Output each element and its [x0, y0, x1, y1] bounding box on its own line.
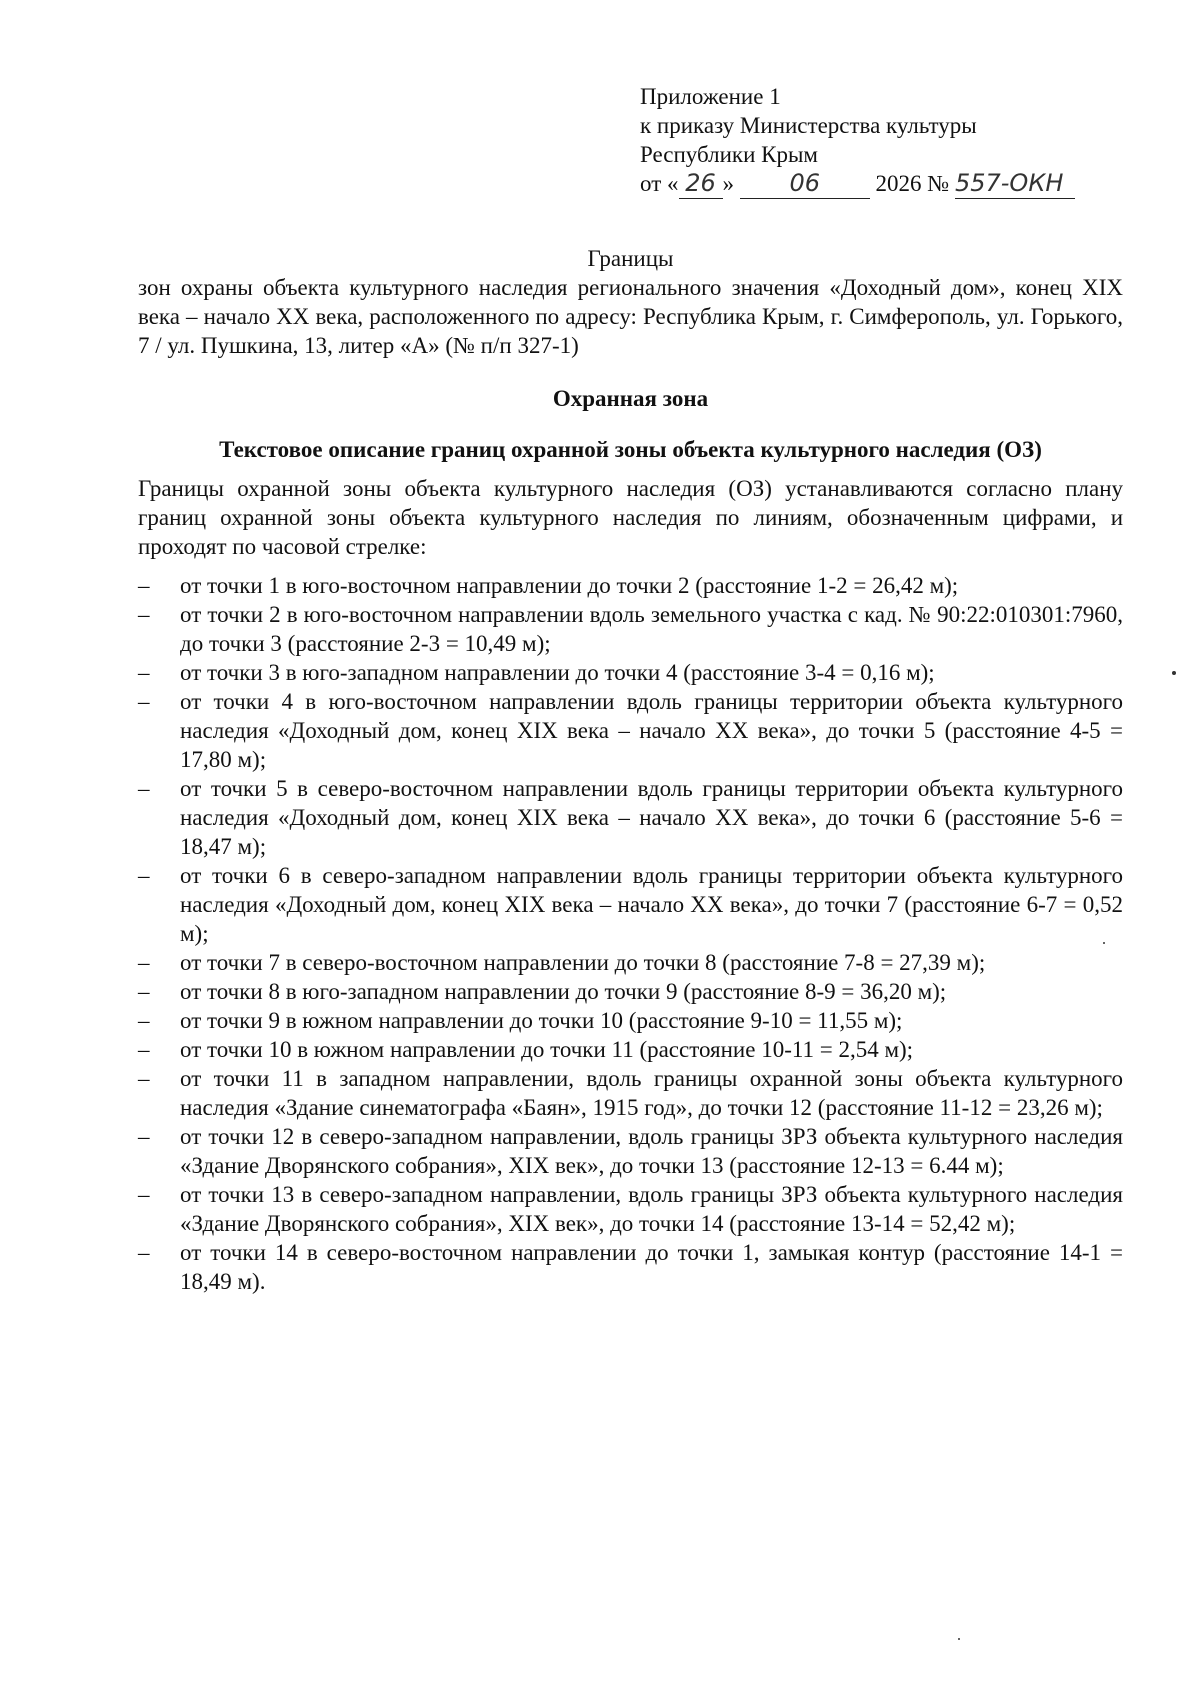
- list-item-text: от точки 9 в южном направлении до точки 10 (расстояние 9-10 = 11,55 м);: [180, 1008, 903, 1033]
- handwritten-day: 26: [679, 169, 723, 199]
- list-item-text: от точки 14 в северо-восточном направлении до точки 1, замыкая контур (расстояние 14-1 = 18,49 м).: [180, 1240, 1123, 1294]
- document-subtitle: зон охраны объекта культурного наследия регионального значения «Доходный дом», конец XIX века – начало XX века, расположенного по адресу: Республика Крым, г. Симферополь, ул. Горького, 7 / ул. Пушкина, 13, литер «А» (№ п/п 327-1): [138, 275, 1123, 358]
- appendix-label: Приложение 1: [640, 84, 781, 109]
- list-item: [138, 1238, 1123, 1296]
- appendix-header: [640, 82, 1160, 199]
- dash-bullet: –: [138, 573, 150, 598]
- dash-bullet: –: [138, 1240, 150, 1265]
- list-item-text: от точки 1 в юго-восточном направлении до точки 2 (расстояние 1-2 = 26,42 м);: [180, 573, 959, 598]
- handwritten-month: 06: [740, 169, 870, 199]
- boundary-list: [138, 571, 1123, 1296]
- list-item: [138, 774, 1123, 861]
- list-item: [138, 571, 1123, 600]
- handwritten-order-number: 557-ОКН: [955, 169, 1075, 199]
- list-item-text: от точки 8 в юго-западном направлении до точки 9 (расстояние 8-9 = 36,20 м);: [180, 979, 947, 1004]
- list-item: [138, 977, 1123, 1006]
- list-item: [138, 1122, 1123, 1180]
- list-item: [138, 1006, 1123, 1035]
- list-item-text: от точки 6 в северо-западном направлении вдоль границы территории объекта культурного наследия «Доходный дом, конец XIX века – начало XX века», до точки 7 (расстояние 6-7 = 0,52 м);: [180, 863, 1123, 946]
- document-heading: Границы: [587, 246, 674, 271]
- dash-bullet: –: [138, 602, 150, 627]
- scan-speck: [1103, 942, 1105, 944]
- dash-bullet: –: [138, 689, 150, 714]
- section-title: Охранная зона: [552, 386, 709, 411]
- dash-bullet: –: [138, 1124, 150, 1149]
- document-body: [138, 244, 1123, 1296]
- scan-speck: [1172, 671, 1176, 675]
- dash-bullet: –: [138, 1037, 150, 1062]
- list-item: [138, 1180, 1123, 1238]
- dash-bullet: –: [138, 1008, 150, 1033]
- order-date-line: [640, 169, 1160, 199]
- dash-bullet: –: [138, 950, 150, 975]
- dash-bullet: –: [138, 776, 150, 801]
- list-item-text: от точки 13 в северо-западном направлении, вдоль границы ЗРЗ объекта культурного наследия «Здание Дворянского собрания», XIX век», до точки 14 (расстояние 13-14 = 52,42 м);: [180, 1182, 1123, 1236]
- list-item-text: от точки 3 в юго-западном направлении до точки 4 (расстояние 3-4 = 0,16 м);: [180, 660, 935, 685]
- list-item: [138, 658, 1123, 687]
- date-prefix: от «: [640, 171, 679, 196]
- description-title: Текстовое описание границ охранной зоны объекта культурного наследия (ОЗ): [219, 437, 1042, 462]
- date-close-quote: »: [722, 171, 734, 196]
- order-reference: к приказу Министерства культуры: [640, 113, 977, 138]
- list-item-text: от точки 2 в юго-восточном направлении вдоль земельного участка с кад. № 90:22:010301:7960, до точки 3 (расстояние 2-3 = 10,49 м);: [180, 602, 1123, 656]
- list-item-text: от точки 5 в северо-восточном направлении вдоль границы территории объекта культурного наследия «Доходный дом, конец XIX века – начало XX века», до точки 6 (расстояние 5-6 = 18,47 м);: [180, 776, 1123, 859]
- dash-bullet: –: [138, 1182, 150, 1207]
- order-year: 2026 №: [875, 171, 950, 196]
- dash-bullet: –: [138, 863, 150, 888]
- list-item-text: от точки 10 в южном направлении до точки 11 (расстояние 10-11 = 2,54 м);: [180, 1037, 914, 1062]
- dash-bullet: –: [138, 660, 150, 685]
- intro-paragraph: Границы охранной зоны объекта культурного наследия (ОЗ) устанавливаются согласно плану границ охранной зоны объекта культурного наследия по линиям, обозначенным цифрами, и проходят по часовой стрелке:: [138, 476, 1123, 559]
- list-item: [138, 1064, 1123, 1122]
- list-item-text: от точки 12 в северо-западном направлении, вдоль границы ЗРЗ объекта культурного наследия «Здание Дворянского собрания», XIX век», до точки 13 (расстояние 12-13 = 6.44 м);: [180, 1124, 1123, 1178]
- dash-bullet: –: [138, 979, 150, 1004]
- list-item: [138, 687, 1123, 774]
- list-item-text: от точки 7 в северо-восточном направлении до точки 8 (расстояние 7-8 = 27,39 м);: [180, 950, 986, 975]
- list-item-text: от точки 11 в западном направлении, вдоль границы охранной зоны объекта культурного наследия «Здание синематографа «Баян», 1915 год», до точки 12 (расстояние 11-12 = 23,26 м);: [180, 1066, 1123, 1120]
- list-item: [138, 861, 1123, 948]
- scan-speck: [958, 1638, 960, 1640]
- ministry-region: Республики Крым: [640, 142, 818, 167]
- list-item: [138, 948, 1123, 977]
- list-item-text: от точки 4 в юго-восточном направлении вдоль границы территории объекта культурного наследия «Доходный дом, конец XIX века – начало XX века», до точки 5 (расстояние 4-5 = 17,80 м);: [180, 689, 1123, 772]
- dash-bullet: –: [138, 1066, 150, 1091]
- list-item: [138, 1035, 1123, 1064]
- list-item: [138, 600, 1123, 658]
